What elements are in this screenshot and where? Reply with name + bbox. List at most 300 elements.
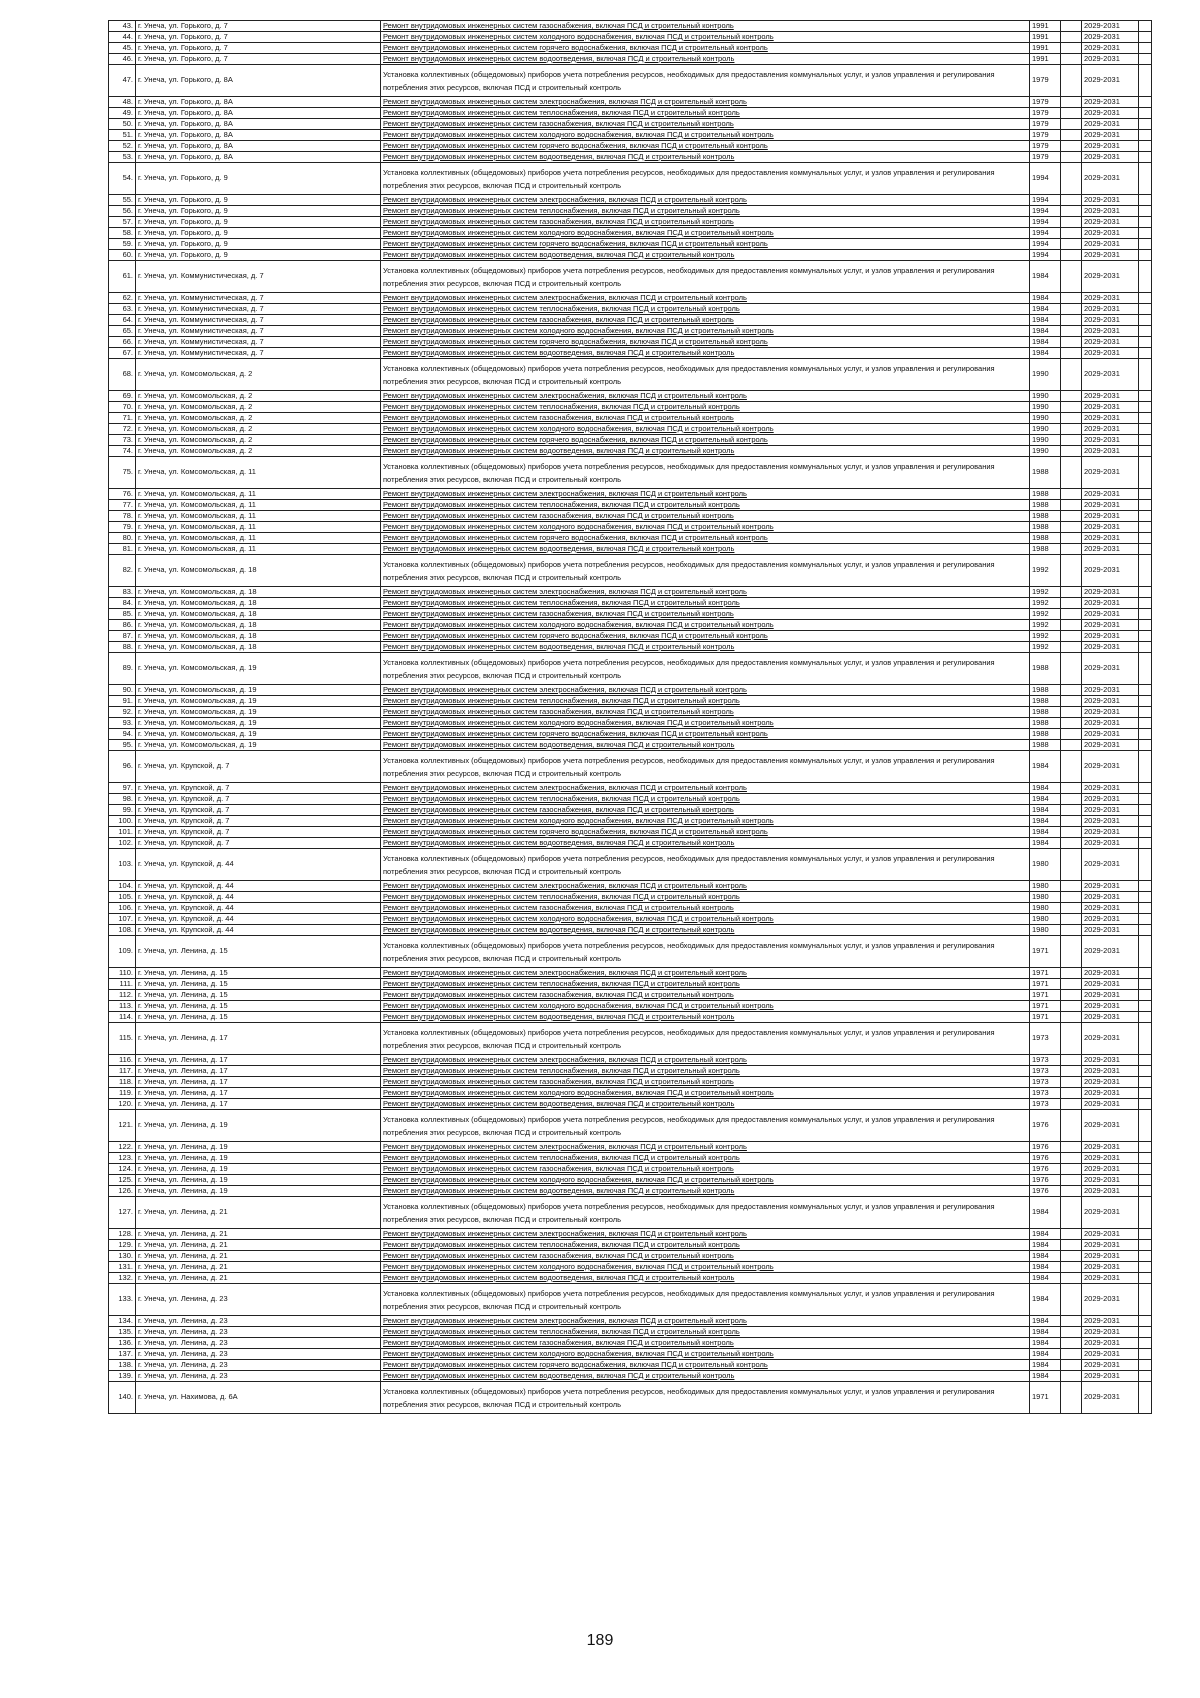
row-empty-cell bbox=[1139, 250, 1152, 261]
row-work-type: Установка коллективных (общедомовых) приборов учета потребления ресурсов, необходимых для предоставления коммунальных услуг, и узлов управления и регулирования потребления этих ресурсов, включая ПСД и строительный контроль bbox=[381, 1197, 1030, 1229]
row-period: 2029-2031 bbox=[1082, 413, 1139, 424]
row-period: 2029-2031 bbox=[1082, 1338, 1139, 1349]
row-work-type: Ремонт внутридомовых инженерных систем электроснабжения, включая ПСД и строительный контроль bbox=[381, 195, 1030, 206]
row-empty-cell bbox=[1061, 489, 1082, 500]
row-empty-cell bbox=[1061, 130, 1082, 141]
row-number: 79. bbox=[109, 522, 136, 533]
row-period: 2029-2031 bbox=[1082, 1023, 1139, 1055]
row-work-type: Ремонт внутридомовых инженерных систем холодного водоснабжения, включая ПСД и строительный контроль bbox=[381, 522, 1030, 533]
row-empty-cell bbox=[1061, 1273, 1082, 1284]
row-year: 1971 bbox=[1030, 968, 1061, 979]
row-period: 2029-2031 bbox=[1082, 108, 1139, 119]
table-row bbox=[109, 598, 1152, 609]
row-number: 113. bbox=[109, 1001, 136, 1012]
row-number: 45. bbox=[109, 43, 136, 54]
row-empty-cell bbox=[1139, 97, 1152, 108]
row-period: 2029-2031 bbox=[1082, 1240, 1139, 1251]
row-number: 122. bbox=[109, 1142, 136, 1153]
capital-repair-table bbox=[108, 20, 1152, 1414]
row-work-type: Установка коллективных (общедомовых) приборов учета потребления ресурсов, необходимых для предоставления коммунальных услуг, и узлов управления и регулирования потребления этих ресурсов, включая ПСД и строительный контроль bbox=[381, 1284, 1030, 1316]
row-period: 2029-2031 bbox=[1082, 130, 1139, 141]
table-row bbox=[109, 587, 1152, 598]
table-row bbox=[109, 1338, 1152, 1349]
table-row bbox=[109, 1164, 1152, 1175]
row-address: г. Унеча, ул. Комсомольская, д. 2 bbox=[136, 413, 381, 424]
row-address: г. Унеча, ул. Комсомольская, д. 11 bbox=[136, 457, 381, 489]
row-empty-cell bbox=[1061, 435, 1082, 446]
row-work-type: Ремонт внутридомовых инженерных систем электроснабжения, включая ПСД и строительный контроль bbox=[381, 685, 1030, 696]
row-year: 1984 bbox=[1030, 1284, 1061, 1316]
row-empty-cell bbox=[1139, 54, 1152, 65]
row-year: 1973 bbox=[1030, 1077, 1061, 1088]
row-year: 1984 bbox=[1030, 783, 1061, 794]
row-year: 1988 bbox=[1030, 718, 1061, 729]
row-number: 90. bbox=[109, 685, 136, 696]
row-work-type: Ремонт внутридомовых инженерных систем электроснабжения, включая ПСД и строительный контроль bbox=[381, 587, 1030, 598]
row-year: 1992 bbox=[1030, 555, 1061, 587]
row-work-type: Ремонт внутридомовых инженерных систем теплоснабжения, включая ПСД и строительный контроль bbox=[381, 1153, 1030, 1164]
row-empty-cell bbox=[1061, 54, 1082, 65]
row-number: 131. bbox=[109, 1262, 136, 1273]
row-empty-cell bbox=[1061, 1077, 1082, 1088]
row-empty-cell bbox=[1061, 1055, 1082, 1066]
row-address: г. Унеча, ул. Комсомольская, д. 19 bbox=[136, 740, 381, 751]
row-empty-cell bbox=[1061, 729, 1082, 740]
row-work-type: Ремонт внутридомовых инженерных систем газоснабжения, включая ПСД и строительный контроль bbox=[381, 413, 1030, 424]
row-empty-cell bbox=[1139, 1273, 1152, 1284]
row-address: г. Унеча, ул. Крупской, д. 7 bbox=[136, 827, 381, 838]
row-empty-cell bbox=[1061, 1099, 1082, 1110]
row-address: г. Унеча, ул. Горького, д. 7 bbox=[136, 54, 381, 65]
row-year: 1971 bbox=[1030, 936, 1061, 968]
row-address: г. Унеча, ул. Горького, д. 9 bbox=[136, 217, 381, 228]
row-address: г. Унеча, ул. Комсомольская, д. 18 bbox=[136, 598, 381, 609]
row-year: 1980 bbox=[1030, 914, 1061, 925]
table-row bbox=[109, 326, 1152, 337]
row-address: г. Унеча, ул. Ленина, д. 15 bbox=[136, 1012, 381, 1023]
table-row bbox=[109, 1360, 1152, 1371]
row-empty-cell bbox=[1061, 239, 1082, 250]
row-number: 63. bbox=[109, 304, 136, 315]
row-period: 2029-2031 bbox=[1082, 707, 1139, 718]
row-address: г. Унеча, ул. Крупской, д. 7 bbox=[136, 751, 381, 783]
row-empty-cell bbox=[1061, 446, 1082, 457]
row-number: 129. bbox=[109, 1240, 136, 1251]
table-row bbox=[109, 54, 1152, 65]
row-period: 2029-2031 bbox=[1082, 968, 1139, 979]
row-empty-cell bbox=[1061, 979, 1082, 990]
row-period: 2029-2031 bbox=[1082, 250, 1139, 261]
row-period: 2029-2031 bbox=[1082, 1273, 1139, 1284]
row-number: 52. bbox=[109, 141, 136, 152]
row-period: 2029-2031 bbox=[1082, 65, 1139, 97]
row-year: 1984 bbox=[1030, 1349, 1061, 1360]
table-row bbox=[109, 1284, 1152, 1316]
row-number: 59. bbox=[109, 239, 136, 250]
row-work-type: Ремонт внутридомовых инженерных систем газоснабжения, включая ПСД и строительный контроль bbox=[381, 315, 1030, 326]
row-number: 96. bbox=[109, 751, 136, 783]
row-address: г. Унеча, ул. Комсомольская, д. 2 bbox=[136, 402, 381, 413]
row-address: г. Унеча, ул. Комсомольская, д. 11 bbox=[136, 544, 381, 555]
row-year: 1984 bbox=[1030, 1229, 1061, 1240]
row-period: 2029-2031 bbox=[1082, 881, 1139, 892]
row-empty-cell bbox=[1061, 587, 1082, 598]
table-row bbox=[109, 1077, 1152, 1088]
row-empty-cell bbox=[1139, 326, 1152, 337]
row-year: 1994 bbox=[1030, 250, 1061, 261]
table-row bbox=[109, 718, 1152, 729]
row-empty-cell bbox=[1139, 1240, 1152, 1251]
table-row bbox=[109, 816, 1152, 827]
row-work-type: Ремонт внутридомовых инженерных систем электроснабжения, включая ПСД и строительный контроль bbox=[381, 1055, 1030, 1066]
row-period: 2029-2031 bbox=[1082, 729, 1139, 740]
row-number: 101. bbox=[109, 827, 136, 838]
row-empty-cell bbox=[1139, 740, 1152, 751]
row-number: 93. bbox=[109, 718, 136, 729]
row-period: 2029-2031 bbox=[1082, 620, 1139, 631]
row-work-type: Ремонт внутридомовых инженерных систем электроснабжения, включая ПСД и строительный контроль bbox=[381, 1316, 1030, 1327]
row-number: 138. bbox=[109, 1360, 136, 1371]
row-period: 2029-2031 bbox=[1082, 696, 1139, 707]
row-period: 2029-2031 bbox=[1082, 1251, 1139, 1262]
row-number: 121. bbox=[109, 1110, 136, 1142]
row-address: г. Унеча, ул. Горького, д. 8А bbox=[136, 108, 381, 119]
row-empty-cell bbox=[1139, 1055, 1152, 1066]
row-empty-cell bbox=[1139, 914, 1152, 925]
row-work-type: Установка коллективных (общедомовых) приборов учета потребления ресурсов, необходимых для предоставления коммунальных услуг, и узлов управления и регулирования потребления этих ресурсов, включая ПСД и строительный контроль bbox=[381, 163, 1030, 195]
table-row bbox=[109, 555, 1152, 587]
row-year: 1984 bbox=[1030, 816, 1061, 827]
row-empty-cell bbox=[1139, 1142, 1152, 1153]
row-year: 1971 bbox=[1030, 1382, 1061, 1414]
table-row bbox=[109, 1153, 1152, 1164]
table-row bbox=[109, 1229, 1152, 1240]
row-address: г. Унеча, ул. Ленина, д. 21 bbox=[136, 1273, 381, 1284]
row-year: 1984 bbox=[1030, 1240, 1061, 1251]
table-row bbox=[109, 457, 1152, 489]
row-period: 2029-2031 bbox=[1082, 544, 1139, 555]
row-number: 82. bbox=[109, 555, 136, 587]
row-empty-cell bbox=[1061, 914, 1082, 925]
row-year: 1984 bbox=[1030, 1197, 1061, 1229]
row-year: 1984 bbox=[1030, 304, 1061, 315]
row-empty-cell bbox=[1061, 685, 1082, 696]
row-address: г. Унеча, ул. Коммунистическая, д. 7 bbox=[136, 261, 381, 293]
row-empty-cell bbox=[1139, 522, 1152, 533]
row-empty-cell bbox=[1061, 206, 1082, 217]
row-period: 2029-2031 bbox=[1082, 1229, 1139, 1240]
row-empty-cell bbox=[1139, 609, 1152, 620]
row-year: 1984 bbox=[1030, 293, 1061, 304]
row-empty-cell bbox=[1061, 838, 1082, 849]
row-number: 68. bbox=[109, 359, 136, 391]
row-period: 2029-2031 bbox=[1082, 457, 1139, 489]
row-empty-cell bbox=[1139, 707, 1152, 718]
row-empty-cell bbox=[1139, 1316, 1152, 1327]
row-address: г. Унеча, ул. Ленина, д. 15 bbox=[136, 936, 381, 968]
row-number: 87. bbox=[109, 631, 136, 642]
row-number: 125. bbox=[109, 1175, 136, 1186]
row-number: 130. bbox=[109, 1251, 136, 1262]
row-empty-cell bbox=[1061, 544, 1082, 555]
row-empty-cell bbox=[1139, 1251, 1152, 1262]
row-work-type: Ремонт внутридомовых инженерных систем электроснабжения, включая ПСД и строительный контроль bbox=[381, 391, 1030, 402]
row-empty-cell bbox=[1061, 195, 1082, 206]
row-address: г. Унеча, ул. Горького, д. 9 bbox=[136, 239, 381, 250]
row-period: 2029-2031 bbox=[1082, 163, 1139, 195]
row-number: 80. bbox=[109, 533, 136, 544]
row-year: 1976 bbox=[1030, 1175, 1061, 1186]
row-empty-cell bbox=[1139, 827, 1152, 838]
row-number: 133. bbox=[109, 1284, 136, 1316]
row-year: 1988 bbox=[1030, 696, 1061, 707]
row-empty-cell bbox=[1061, 696, 1082, 707]
table-row bbox=[109, 32, 1152, 43]
row-address: г. Унеча, ул. Ленина, д. 19 bbox=[136, 1164, 381, 1175]
row-work-type: Ремонт внутридомовых инженерных систем газоснабжения, включая ПСД и строительный контроль bbox=[381, 805, 1030, 816]
row-year: 1979 bbox=[1030, 141, 1061, 152]
row-year: 1991 bbox=[1030, 54, 1061, 65]
row-period: 2029-2031 bbox=[1082, 1360, 1139, 1371]
row-work-type: Ремонт внутридомовых инженерных систем теплоснабжения, включая ПСД и строительный контроль bbox=[381, 892, 1030, 903]
row-address: г. Унеча, ул. Комсомольская, д. 19 bbox=[136, 707, 381, 718]
table-row bbox=[109, 1110, 1152, 1142]
row-empty-cell bbox=[1139, 1066, 1152, 1077]
row-number: 60. bbox=[109, 250, 136, 261]
row-empty-cell bbox=[1139, 239, 1152, 250]
row-address: г. Унеча, ул. Горького, д. 7 bbox=[136, 21, 381, 32]
row-work-type: Ремонт внутридомовых инженерных систем газоснабжения, включая ПСД и строительный контроль bbox=[381, 511, 1030, 522]
row-address: г. Унеча, ул. Комсомольская, д. 19 bbox=[136, 653, 381, 685]
row-address: г. Унеча, ул. Ленина, д. 21 bbox=[136, 1229, 381, 1240]
table-row bbox=[109, 1349, 1152, 1360]
row-empty-cell bbox=[1139, 21, 1152, 32]
row-year: 1990 bbox=[1030, 402, 1061, 413]
row-period: 2029-2031 bbox=[1082, 1284, 1139, 1316]
row-number: 48. bbox=[109, 97, 136, 108]
row-year: 1973 bbox=[1030, 1055, 1061, 1066]
row-empty-cell bbox=[1061, 881, 1082, 892]
row-number: 64. bbox=[109, 315, 136, 326]
row-work-type: Ремонт внутридомовых инженерных систем электроснабжения, включая ПСД и строительный контроль bbox=[381, 1142, 1030, 1153]
row-address: г. Унеча, ул. Коммунистическая, д. 7 bbox=[136, 315, 381, 326]
row-empty-cell bbox=[1139, 903, 1152, 914]
row-empty-cell bbox=[1139, 892, 1152, 903]
row-address: г. Унеча, ул. Коммунистическая, д. 7 bbox=[136, 348, 381, 359]
table-row bbox=[109, 1175, 1152, 1186]
row-empty-cell bbox=[1061, 304, 1082, 315]
row-year: 1990 bbox=[1030, 359, 1061, 391]
table-row bbox=[109, 1055, 1152, 1066]
row-number: 69. bbox=[109, 391, 136, 402]
row-number: 54. bbox=[109, 163, 136, 195]
row-number: 44. bbox=[109, 32, 136, 43]
row-address: г. Унеча, ул. Ленина, д. 21 bbox=[136, 1251, 381, 1262]
table-row bbox=[109, 827, 1152, 838]
table-row bbox=[109, 446, 1152, 457]
row-year: 1976 bbox=[1030, 1186, 1061, 1197]
row-address: г. Унеча, ул. Горького, д. 8А bbox=[136, 119, 381, 130]
row-period: 2029-2031 bbox=[1082, 1186, 1139, 1197]
row-year: 1980 bbox=[1030, 881, 1061, 892]
row-address: г. Унеча, ул. Ленина, д. 17 bbox=[136, 1077, 381, 1088]
row-period: 2029-2031 bbox=[1082, 500, 1139, 511]
row-year: 1994 bbox=[1030, 228, 1061, 239]
row-number: 56. bbox=[109, 206, 136, 217]
row-empty-cell bbox=[1061, 250, 1082, 261]
row-period: 2029-2031 bbox=[1082, 1327, 1139, 1338]
row-number: 92. bbox=[109, 707, 136, 718]
row-empty-cell bbox=[1061, 21, 1082, 32]
row-empty-cell bbox=[1061, 97, 1082, 108]
row-number: 134. bbox=[109, 1316, 136, 1327]
row-number: 88. bbox=[109, 642, 136, 653]
table-row bbox=[109, 424, 1152, 435]
table-row bbox=[109, 108, 1152, 119]
table-row bbox=[109, 925, 1152, 936]
row-period: 2029-2031 bbox=[1082, 1066, 1139, 1077]
row-number: 110. bbox=[109, 968, 136, 979]
table-row bbox=[109, 849, 1152, 881]
row-period: 2029-2031 bbox=[1082, 195, 1139, 206]
row-address: г. Унеча, ул. Горького, д. 9 bbox=[136, 250, 381, 261]
row-empty-cell bbox=[1139, 838, 1152, 849]
row-empty-cell bbox=[1061, 849, 1082, 881]
row-period: 2029-2031 bbox=[1082, 1099, 1139, 1110]
row-address: г. Унеча, ул. Горького, д. 8А bbox=[136, 152, 381, 163]
row-period: 2029-2031 bbox=[1082, 402, 1139, 413]
row-address: г. Унеча, ул. Горького, д. 8А bbox=[136, 130, 381, 141]
table-row bbox=[109, 1251, 1152, 1262]
row-address: г. Унеча, ул. Крупской, д. 44 bbox=[136, 914, 381, 925]
row-work-type: Ремонт внутридомовых инженерных систем водоотведения, включая ПСД и строительный контроль bbox=[381, 152, 1030, 163]
table-row bbox=[109, 631, 1152, 642]
row-address: г. Унеча, ул. Ленина, д. 23 bbox=[136, 1284, 381, 1316]
row-empty-cell bbox=[1061, 555, 1082, 587]
row-address: г. Унеча, ул. Крупской, д. 44 bbox=[136, 892, 381, 903]
row-year: 1984 bbox=[1030, 337, 1061, 348]
table-row bbox=[109, 1066, 1152, 1077]
row-work-type: Установка коллективных (общедомовых) приборов учета потребления ресурсов, необходимых для предоставления коммунальных услуг, и узлов управления и регулирования потребления этих ресурсов, включая ПСД и строительный контроль bbox=[381, 751, 1030, 783]
table-row bbox=[109, 979, 1152, 990]
table-row bbox=[109, 511, 1152, 522]
row-empty-cell bbox=[1061, 740, 1082, 751]
row-empty-cell bbox=[1139, 1088, 1152, 1099]
row-work-type: Ремонт внутридомовых инженерных систем холодного водоснабжения, включая ПСД и строительный контроль bbox=[381, 718, 1030, 729]
row-empty-cell bbox=[1061, 65, 1082, 97]
row-period: 2029-2031 bbox=[1082, 239, 1139, 250]
row-number: 109. bbox=[109, 936, 136, 968]
row-empty-cell bbox=[1061, 391, 1082, 402]
row-empty-cell bbox=[1061, 631, 1082, 642]
row-address: г. Унеча, ул. Комсомольская, д. 18 bbox=[136, 609, 381, 620]
row-empty-cell bbox=[1061, 805, 1082, 816]
row-year: 1990 bbox=[1030, 435, 1061, 446]
row-period: 2029-2031 bbox=[1082, 598, 1139, 609]
row-period: 2029-2031 bbox=[1082, 152, 1139, 163]
table-row bbox=[109, 206, 1152, 217]
row-address: г. Унеча, ул. Комсомольская, д. 2 bbox=[136, 446, 381, 457]
row-empty-cell bbox=[1139, 152, 1152, 163]
row-empty-cell bbox=[1139, 1338, 1152, 1349]
table-row bbox=[109, 239, 1152, 250]
row-empty-cell bbox=[1139, 544, 1152, 555]
row-empty-cell bbox=[1139, 1023, 1152, 1055]
table-row bbox=[109, 533, 1152, 544]
row-empty-cell bbox=[1061, 990, 1082, 1001]
row-empty-cell bbox=[1139, 805, 1152, 816]
row-period: 2029-2031 bbox=[1082, 794, 1139, 805]
row-work-type: Ремонт внутридомовых инженерных систем горячего водоснабжения, включая ПСД и строительный контроль bbox=[381, 827, 1030, 838]
table-row bbox=[109, 707, 1152, 718]
row-period: 2029-2031 bbox=[1082, 522, 1139, 533]
row-work-type: Ремонт внутридомовых инженерных систем холодного водоснабжения, включая ПСД и строительный контроль bbox=[381, 228, 1030, 239]
row-address: г. Унеча, ул. Крупской, д. 7 bbox=[136, 816, 381, 827]
row-period: 2029-2031 bbox=[1082, 228, 1139, 239]
row-number: 105. bbox=[109, 892, 136, 903]
row-address: г. Унеча, ул. Крупской, д. 7 bbox=[136, 805, 381, 816]
table-row bbox=[109, 217, 1152, 228]
row-empty-cell bbox=[1139, 533, 1152, 544]
row-empty-cell bbox=[1139, 1327, 1152, 1338]
row-number: 71. bbox=[109, 413, 136, 424]
row-period: 2029-2031 bbox=[1082, 609, 1139, 620]
row-number: 66. bbox=[109, 337, 136, 348]
row-number: 123. bbox=[109, 1153, 136, 1164]
table-row bbox=[109, 489, 1152, 500]
row-number: 128. bbox=[109, 1229, 136, 1240]
row-work-type: Ремонт внутридомовых инженерных систем теплоснабжения, включая ПСД и строительный контроль bbox=[381, 500, 1030, 511]
row-empty-cell bbox=[1061, 1284, 1082, 1316]
row-number: 119. bbox=[109, 1088, 136, 1099]
table-row bbox=[109, 97, 1152, 108]
row-address: г. Унеча, ул. Комсомольская, д. 19 bbox=[136, 685, 381, 696]
row-year: 1973 bbox=[1030, 1088, 1061, 1099]
row-empty-cell bbox=[1139, 1371, 1152, 1382]
row-empty-cell bbox=[1139, 1197, 1152, 1229]
row-period: 2029-2031 bbox=[1082, 979, 1139, 990]
row-empty-cell bbox=[1139, 446, 1152, 457]
row-year: 1992 bbox=[1030, 598, 1061, 609]
row-period: 2029-2031 bbox=[1082, 315, 1139, 326]
row-year: 1980 bbox=[1030, 849, 1061, 881]
table-row bbox=[109, 435, 1152, 446]
row-year: 1984 bbox=[1030, 827, 1061, 838]
row-empty-cell bbox=[1061, 1349, 1082, 1360]
row-empty-cell bbox=[1061, 1110, 1082, 1142]
row-address: г. Унеча, ул. Ленина, д. 23 bbox=[136, 1327, 381, 1338]
row-year: 1984 bbox=[1030, 805, 1061, 816]
row-empty-cell bbox=[1139, 195, 1152, 206]
row-number: 112. bbox=[109, 990, 136, 1001]
row-year: 1994 bbox=[1030, 163, 1061, 195]
table-row bbox=[109, 914, 1152, 925]
row-empty-cell bbox=[1061, 968, 1082, 979]
row-year: 1979 bbox=[1030, 130, 1061, 141]
row-work-type: Ремонт внутридомовых инженерных систем электроснабжения, включая ПСД и строительный контроль bbox=[381, 968, 1030, 979]
row-empty-cell bbox=[1139, 685, 1152, 696]
row-empty-cell bbox=[1139, 587, 1152, 598]
row-period: 2029-2031 bbox=[1082, 489, 1139, 500]
row-empty-cell bbox=[1139, 304, 1152, 315]
row-work-type: Установка коллективных (общедомовых) приборов учета потребления ресурсов, необходимых для предоставления коммунальных услуг, и узлов управления и регулирования потребления этих ресурсов, включая ПСД и строительный контроль bbox=[381, 555, 1030, 587]
row-number: 132. bbox=[109, 1273, 136, 1284]
row-year: 1988 bbox=[1030, 544, 1061, 555]
row-number: 83. bbox=[109, 587, 136, 598]
row-number: 94. bbox=[109, 729, 136, 740]
row-empty-cell bbox=[1139, 598, 1152, 609]
table-row bbox=[109, 359, 1152, 391]
